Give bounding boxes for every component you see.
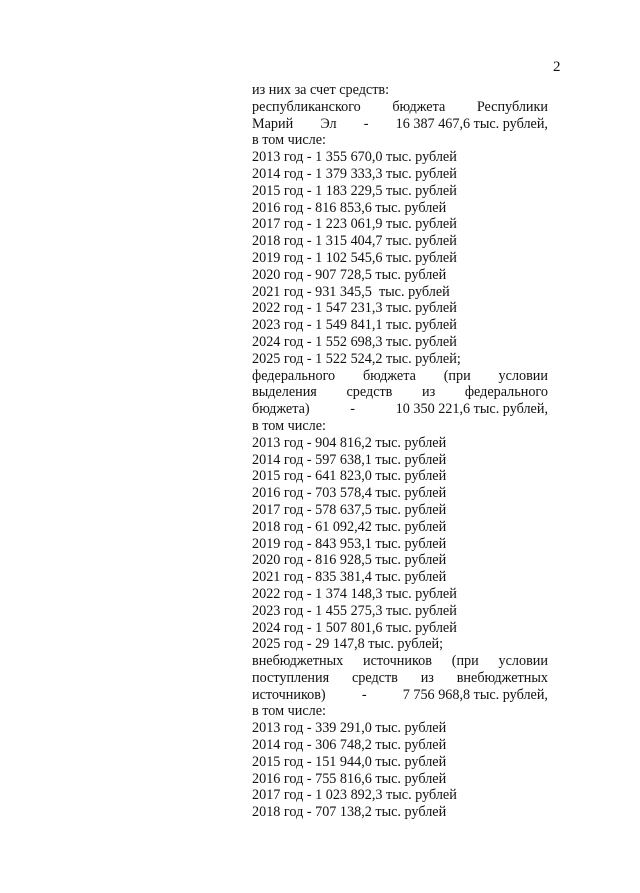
list-item: 2024 год - 1 552 698,3 тыс. рублей	[252, 333, 457, 350]
republican-heading-line-1	[252, 99, 548, 116]
word: условии	[498, 653, 548, 670]
list-item: 2014 год - 597 638,1 тыс. рублей	[252, 451, 447, 468]
word: внебюджетных	[252, 653, 344, 670]
page-number: 2	[553, 59, 561, 75]
word: поступления	[252, 669, 330, 686]
list-item: 2021 год - 931 345,5 тыс. рублей	[252, 283, 450, 300]
list-item: 2020 год - 816 928,5 тыс. рублей	[252, 552, 447, 569]
federal-heading-line-3	[252, 401, 548, 418]
list-item: 2019 год - 1 102 545,6 тыс. рублей	[252, 249, 457, 266]
word: Эл	[320, 115, 337, 132]
republican-years-list	[252, 149, 548, 367]
list-item: 2017 год - 1 223 061,9 тыс. рублей	[252, 216, 457, 233]
list-item: 2017 год - 1 023 892,3 тыс. рублей	[252, 787, 457, 804]
word: бюджета)	[252, 401, 310, 418]
list-item: 2025 год - 1 522 524,2 тыс. рублей;	[252, 350, 461, 367]
word: Республики	[476, 98, 548, 115]
word: из	[420, 669, 434, 686]
word: федерального	[464, 384, 548, 401]
list-item: 2018 год - 61 092,42 тыс. рублей	[252, 518, 447, 535]
list-item: 2015 год - 641 823,0 тыс. рублей	[252, 468, 447, 485]
extrabudgetary-years-list	[252, 720, 548, 821]
list-item: 2020 год - 907 728,5 тыс. рублей	[252, 266, 447, 283]
list-item: 2016 год - 755 816,6 тыс. рублей	[252, 770, 447, 787]
list-item: 2021 год - 835 381,4 тыс. рублей	[252, 569, 447, 586]
republican-total: 16 387 467,6 тыс. рублей,	[395, 115, 548, 132]
word: внебюджетных	[456, 669, 548, 686]
list-item: 2015 год - 1 183 229,5 тыс. рублей	[252, 182, 457, 199]
word: -	[361, 686, 367, 703]
list-item: 2024 год - 1 507 801,6 тыс. рублей	[252, 619, 457, 636]
word: источников	[363, 653, 432, 670]
word: условии	[498, 367, 548, 384]
word: -	[350, 401, 355, 418]
list-item: 2017 год - 578 637,5 тыс. рублей	[252, 501, 447, 518]
list-item: 2014 год - 1 379 333,3 тыс. рублей	[252, 165, 457, 182]
word: (при	[451, 653, 479, 670]
list-item: 2016 год - 703 578,4 тыс. рублей	[252, 485, 447, 502]
word: средств	[346, 384, 393, 401]
republican-including: в том числе:	[252, 132, 326, 149]
list-item: 2022 год - 1 547 231,3 тыс. рублей	[252, 300, 457, 317]
document-body	[252, 82, 548, 821]
word: выделения	[252, 384, 317, 401]
extrabudgetary-heading-line-3	[252, 687, 548, 704]
federal-heading-line-2	[252, 384, 548, 401]
federal-heading-line-1	[252, 368, 548, 385]
word: федерального	[252, 367, 336, 384]
extrabudgetary-including: в том числе:	[252, 703, 326, 720]
word: из	[422, 384, 436, 401]
list-item: 2013 год - 904 816,2 тыс. рублей	[252, 434, 447, 451]
list-item: 2016 год - 816 853,6 тыс. рублей	[252, 199, 447, 216]
list-item: 2023 год - 1 455 275,3 тыс. рублей	[252, 602, 457, 619]
list-item: 2022 год - 1 374 148,3 тыс. рублей	[252, 585, 457, 602]
list-item: 2025 год - 29 147,8 тыс. рублей;	[252, 636, 444, 653]
list-item: 2015 год - 151 944,0 тыс. рублей	[252, 753, 447, 770]
federal-including: в том числе:	[252, 417, 326, 434]
word: -	[363, 115, 369, 132]
intro-line: из них за счет средств:	[252, 82, 390, 98]
list-item: 2019 год - 843 953,1 тыс. рублей	[252, 535, 447, 552]
word: средств	[351, 669, 398, 686]
federal-total: 10 350 221,6 тыс. рублей,	[395, 401, 548, 418]
list-item: 2018 год - 1 315 404,7 тыс. рублей	[252, 233, 457, 250]
word: бюджета	[392, 98, 446, 115]
extrabudgetary-total: 7 756 968,8 тыс. рублей,	[402, 686, 548, 703]
list-item: 2023 год - 1 549 841,1 тыс. рублей	[252, 317, 457, 334]
list-item: 2013 год - 1 355 670,0 тыс. рублей	[252, 149, 457, 166]
list-item: 2013 год - 339 291,0 тыс. рублей	[252, 720, 447, 737]
list-item: 2018 год - 707 138,2 тыс. рублей	[252, 804, 447, 821]
word: республиканского	[252, 98, 361, 115]
extrabudgetary-heading-line-1	[252, 653, 548, 670]
federal-years-list	[252, 435, 548, 653]
word: Марий	[252, 115, 294, 132]
list-item: 2014 год - 306 748,2 тыс. рублей	[252, 737, 447, 754]
republican-heading-line-2	[252, 116, 548, 133]
word: источников)	[252, 686, 326, 703]
word: (при	[443, 367, 471, 384]
word: бюджета	[362, 367, 416, 384]
extrabudgetary-heading-line-2	[252, 670, 548, 687]
